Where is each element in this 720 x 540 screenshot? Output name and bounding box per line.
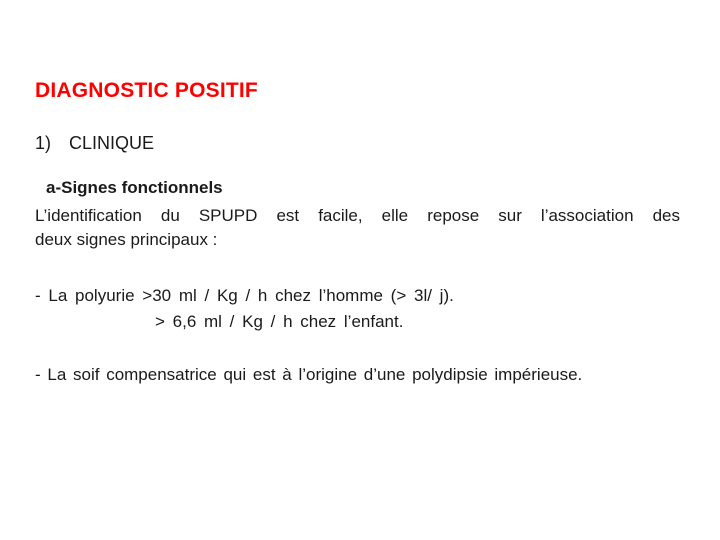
section-heading (35, 133, 154, 154)
bullet-soif: - La soif compensatrice qui est à l’origine d’une polydipsie impérieuse. (35, 365, 583, 384)
section-label: CLINIQUE (69, 133, 155, 153)
bullet-polyurie-child: > 6,6 ml / Kg / h chez l’enfant. (155, 312, 404, 331)
bullet-polyurie: - La polyurie >30 ml / Kg / h chez l’homme (> 3l/ j). (35, 286, 454, 305)
subheading: a-Signes fonctionnels (46, 178, 223, 197)
intro-paragraph (35, 204, 680, 252)
section-number: 1) (35, 133, 52, 153)
slide-title: DIAGNOSTIC POSITIF (35, 79, 258, 102)
intro-line-1: L’identification du SPUPD est facile, elle repose sur l’association des (35, 206, 680, 225)
intro-line-2: deux signes principaux : (35, 230, 218, 249)
